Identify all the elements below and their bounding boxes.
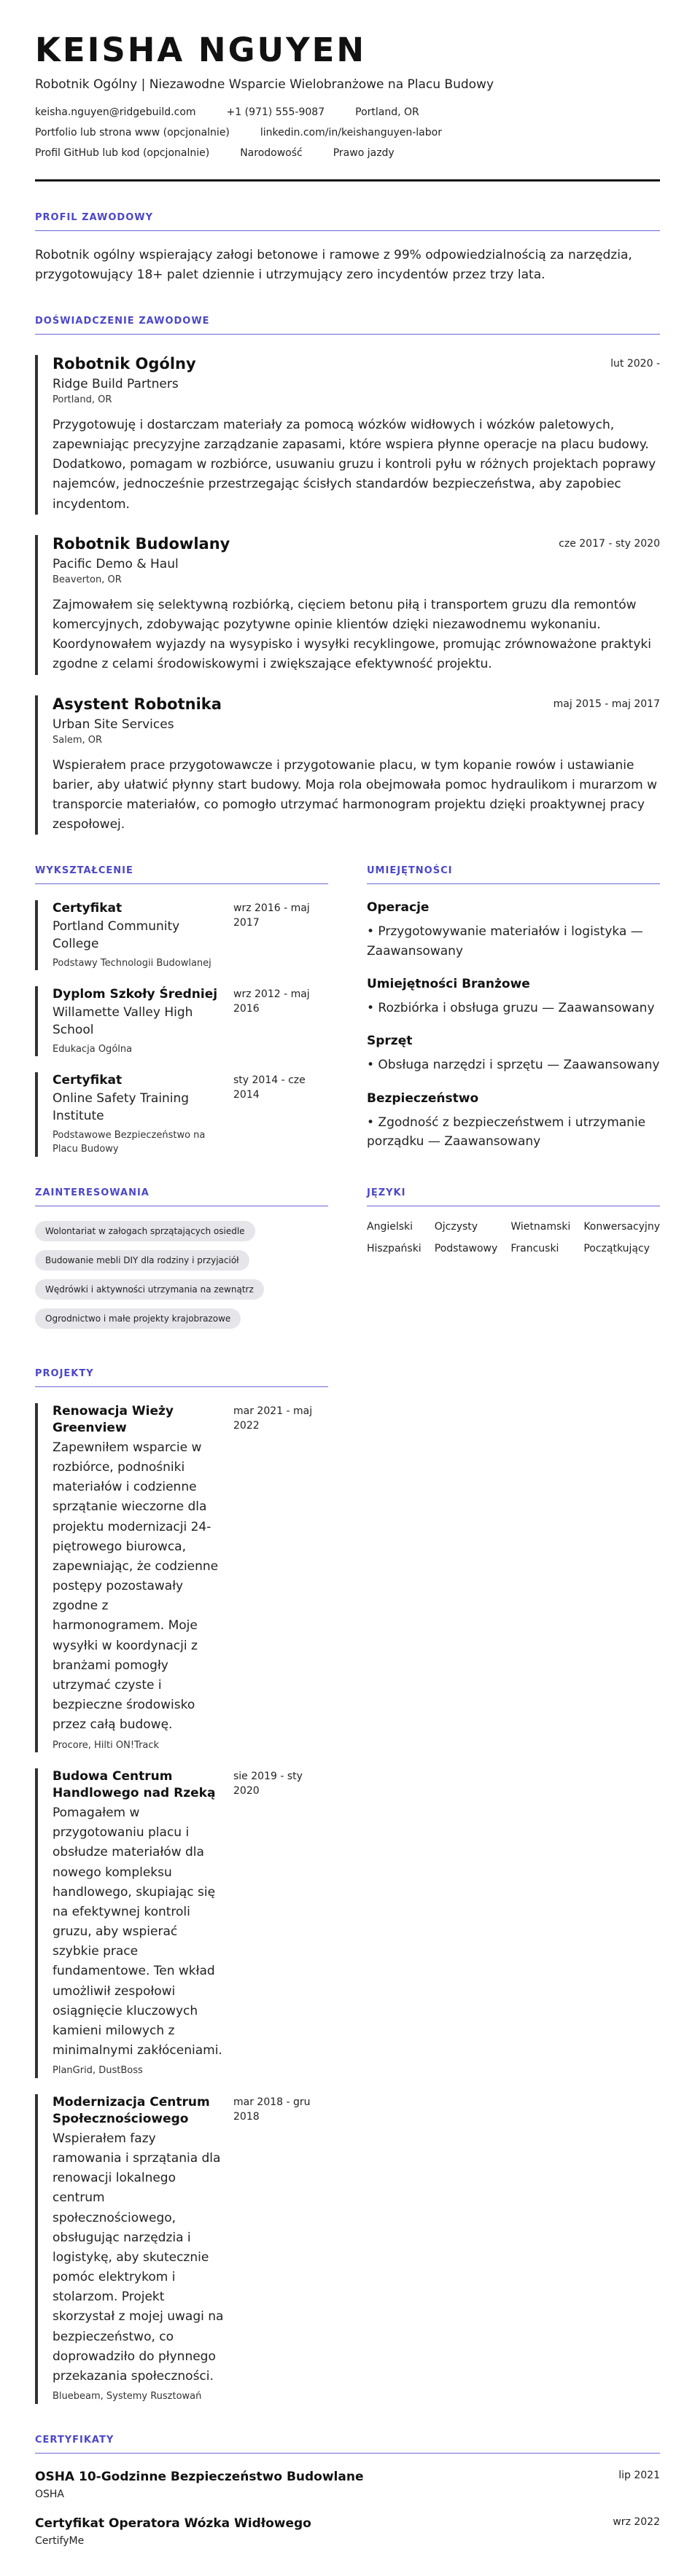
project-entry	[35, 1403, 328, 1752]
section-title: JĘZYKI	[367, 1187, 660, 1206]
degree: Certyfikat	[53, 1073, 123, 1088]
skill-item: • Rozbiórka i obsługa gruzu — Zaawansowany	[367, 1001, 655, 1015]
project-name: Modernizacja Centrum Społecznościowego	[53, 2094, 210, 2126]
degree: Dyplom Szkoły Średniej	[53, 987, 218, 1002]
job-date: maj 2015 - maj 2017	[553, 698, 660, 710]
project-description: Zapewniłem wsparcie w rozbiórce, podnośniki materiałów i codzienne sprzątanie wieczorne dla projektu modernizacji 24-piętrowego biurowca, zapewniając, że codzienne postępy pozostawały zgodne z harmonogramem. Moje wysyłki w koordynacji z branżami pomogły utrzymać czyste i bezpieczne środowisko przez całą budowę.	[53, 1440, 219, 1733]
section-title: PROFIL ZAWODOWY	[35, 212, 660, 231]
certificate-entry	[35, 2470, 660, 2500]
school: Portland Community College	[53, 919, 180, 952]
project-tools: Bluebeam, Systemy Rusztowań	[53, 2391, 202, 2403]
education-date: wrz 2016 - maj 2017	[233, 902, 310, 929]
language-level: Konwersacyjny	[583, 1220, 660, 1233]
phone-number[interactable]: +1 (971) 555-9087	[226, 106, 325, 118]
language-level: Początkujący	[583, 1242, 650, 1254]
project-description: Pomagałem w przygotowaniu placu i obsłudze materiałów dla nowego kompleksu handlowego, skupiając się na efektywnej kontroli gruzu, aby wspierać szybkie prace fundamentowe. Ten wkład umożliwił zespołowi osiągnięcie kluczowych kamieni milowych z minimalnymi zakłóceniami.	[53, 1805, 222, 2058]
interest-chip: Ogrodnictwo i małe projekty krajobrazowe	[35, 1308, 241, 1329]
job-entry	[35, 695, 660, 835]
project-description: Wspierałem fazy ramowania i sprzątania dla renowacji lokalnego centrum społecznościowego, obsługując narzędzia i logistykę, aby skutecznie pomóc elektrykom i stolarzom. Projekt skorzystał z mojej uwagi na bezpieczeństwo, co doprowadziło do płynnego przekazania społeczności.	[53, 2131, 224, 2384]
job-description: Wspierałem prace przygotowawcze i przygotowanie placu, w tym kopanie rowów i ustawianie barier, aby ułatwić płynny start budowy. Moja rola obejmowała pomoc hydraulikom i murarzom w transporcie materiałów, co pomogło utrzymać harmonogram projektu dzięki proaktywnej pracy zespołowej.	[53, 757, 658, 832]
project-entry	[35, 2094, 328, 2404]
job-title: Robotnik Budowlany	[53, 534, 230, 553]
languages-section	[367, 1187, 660, 1338]
profile-section	[35, 212, 660, 285]
job-company: Pacific Demo & Haul	[53, 556, 179, 571]
interest-chip: Wędrówki i aktywności utrzymania na zewnątrz	[35, 1279, 264, 1300]
certificate-date: lip 2021	[618, 2469, 660, 2481]
interest-chip: Wolontariat w załogach sprzątających osiedle	[35, 1221, 255, 1241]
language-name: Angielski	[367, 1220, 413, 1233]
skill-category: Operacje	[367, 900, 430, 916]
interest-chip: Budowanie mebli DIY dla rodziny i przyjaciół	[35, 1250, 249, 1271]
education-date: sty 2014 - cze 2014	[233, 1074, 306, 1101]
field-of-study: Podstawowe Bezpieczeństwo na Placu Budowy	[53, 1129, 206, 1155]
nationality: Narodowość	[240, 147, 303, 159]
job-company: Urban Site Services	[53, 717, 174, 732]
section-title: ZAINTERESOWANIA	[35, 1187, 328, 1206]
job-date: cze 2017 - sty 2020	[559, 537, 660, 550]
job-date: lut 2020 -	[610, 357, 660, 370]
project-tools: Procore, Hilti ON!Track	[53, 1739, 160, 1751]
header-divider	[35, 179, 660, 182]
skill-item: • Obsługa narzędzi i sprzętu — Zaawansowany	[367, 1058, 660, 1073]
job-title: Asystent Robotnika	[53, 695, 222, 713]
section-title: WYKSZTAŁCENIE	[35, 865, 328, 884]
skill-category: Umiejętności Branżowe	[367, 977, 530, 991]
job-location: Salem, OR	[53, 734, 103, 746]
section-title: DOŚWIADCZENIE ZAWODOWE	[35, 316, 660, 335]
headline: Robotnik Ogólny | Niezawodne Wsparcie Wielobranżowe na Placu Budowy	[35, 77, 494, 92]
contact-row	[35, 147, 660, 159]
language-grid	[367, 1221, 660, 1254]
job-location: Beaverton, OR	[53, 574, 122, 585]
project-entry	[35, 1768, 328, 2078]
project-name: Budowa Centrum Handlowego nad Rzeką	[53, 1769, 216, 1801]
education-entry	[35, 900, 328, 970]
email-link[interactable]: keisha.nguyen@ridgebuild.com	[35, 106, 196, 118]
language-name: Hiszpański	[367, 1242, 422, 1254]
skill-category: Sprzęt	[367, 1034, 413, 1049]
projects-columns	[35, 1368, 660, 2404]
certificate-date: wrz 2022	[613, 2515, 660, 2528]
skill-category: Bezpieczeństwo	[367, 1090, 479, 1106]
section-title: PROJEKTY	[35, 1368, 328, 1387]
certificate-issuer: OSHA	[35, 2488, 65, 2500]
education-entry	[35, 986, 328, 1056]
education-section	[35, 865, 328, 1157]
contact-row	[35, 127, 660, 138]
skills-section	[367, 865, 660, 1157]
certificate-name: OSHA 10-Godzinne Bezpieczeństwo Budowlane	[35, 2469, 364, 2484]
job-company: Ridge Build Partners	[53, 376, 179, 391]
certificate-issuer: CertifyMe	[35, 2534, 85, 2547]
education-skills-columns	[35, 865, 660, 1157]
interests-section	[35, 1187, 328, 1338]
skill-item: • Zgodność z bezpieczeństwem i utrzymanie porządku — Zaawansowany	[367, 1115, 646, 1150]
degree: Certyfikat	[53, 901, 123, 916]
language-name: Francuski	[510, 1242, 559, 1254]
job-entry	[35, 535, 660, 675]
language-name: Wietnamski	[510, 1220, 571, 1233]
interest-chips	[35, 1221, 328, 1338]
job-title: Robotnik Ogólny	[53, 354, 196, 372]
language-level: Podstawowy	[434, 1242, 498, 1254]
field-of-study: Edukacja Ogólna	[53, 1043, 133, 1055]
portfolio-link[interactable]: Portfolio lub strona www (opcjonalnie)	[35, 126, 230, 138]
candidate-name: KEISHA NGUYEN	[35, 31, 367, 69]
project-date: mar 2018 - gru 2018	[233, 2096, 311, 2123]
school: Willamette Valley High School	[53, 1005, 193, 1038]
github-link[interactable]: Profil GitHub lub kod (opcjonalnie)	[35, 147, 210, 159]
education-entry	[35, 1072, 328, 1157]
education-date: wrz 2012 - maj 2016	[233, 988, 310, 1015]
certificate-name: Certyfikat Operatora Wózka Widłowego	[35, 2515, 311, 2531]
location: Portland, OR	[355, 106, 419, 118]
project-name: Renowacja Wieży Greenview	[53, 1403, 174, 1435]
job-description: Przygotowuję i dostarczam materiały za pomocą wózków widłowych i wózków paletowych, zapewniając precyzyjne zarządzanie zapasami, które wspiera płynne operacje na placu budowy. Dodatkowo, pomagam w rozbiórce, usuwaniu gruzu i kontroli pyłu w różnych projektach poprawy najemców, jednocześnie przestrzegając ścisłych standardów bezpieczeństwa, aby zapobiec incydentom.	[53, 417, 656, 512]
job-location: Portland, OR	[53, 394, 112, 405]
profile-summary: Robotnik ogólny wspierający załogi betonowe i ramowe z 99% odpowiedzialnością za narzędzia, przygotowujący 18+ palet dziennie i utrzymujący zero incydentów przez trzy lata.	[35, 247, 632, 282]
section-title: CERTYFIKATY	[35, 2435, 660, 2454]
empty-column	[367, 1368, 660, 2404]
job-description: Zajmowałem się selektywną rozbiórką, cięciem betonu piłą i transportem gruzu dla remontów komercyjnych, zdobywając pozytywne opinie klientów dzięki niezawodnemu wykonaniu. Koordynowałem wyjazdy na wysypisko i wysyłki recyklingowe, promując zrównoważone praktyki zgodne z celami środowiskowymi i zwiększające efektywność projektu.	[53, 597, 651, 672]
projects-section	[35, 1368, 328, 2404]
certificate-entry	[35, 2516, 660, 2547]
project-date: mar 2021 - maj 2022	[233, 1405, 313, 1432]
job-entry	[35, 355, 660, 515]
section-title: UMIEJĘTNOŚCI	[367, 865, 660, 884]
resume-header	[35, 32, 660, 159]
language-level: Ojczysty	[434, 1220, 478, 1233]
school: Online Safety Training Institute	[53, 1091, 190, 1124]
interests-languages-columns	[35, 1187, 660, 1338]
field-of-study: Podstawy Technologii Budowlanej	[53, 957, 211, 969]
certificates-section	[35, 2435, 660, 2547]
skill-item: • Przygotowywanie materiałów i logistyka — Zaawansowany	[367, 924, 643, 959]
project-tools: PlanGrid, DustBoss	[53, 2065, 143, 2077]
project-date: sie 2019 - sty 2020	[233, 1771, 303, 1797]
contact-row	[35, 106, 660, 118]
linkedin-link[interactable]: linkedin.com/in/keishanguyen-labor	[260, 126, 442, 138]
experience-section	[35, 316, 660, 835]
driving-license: Prawo jazdy	[333, 147, 395, 159]
